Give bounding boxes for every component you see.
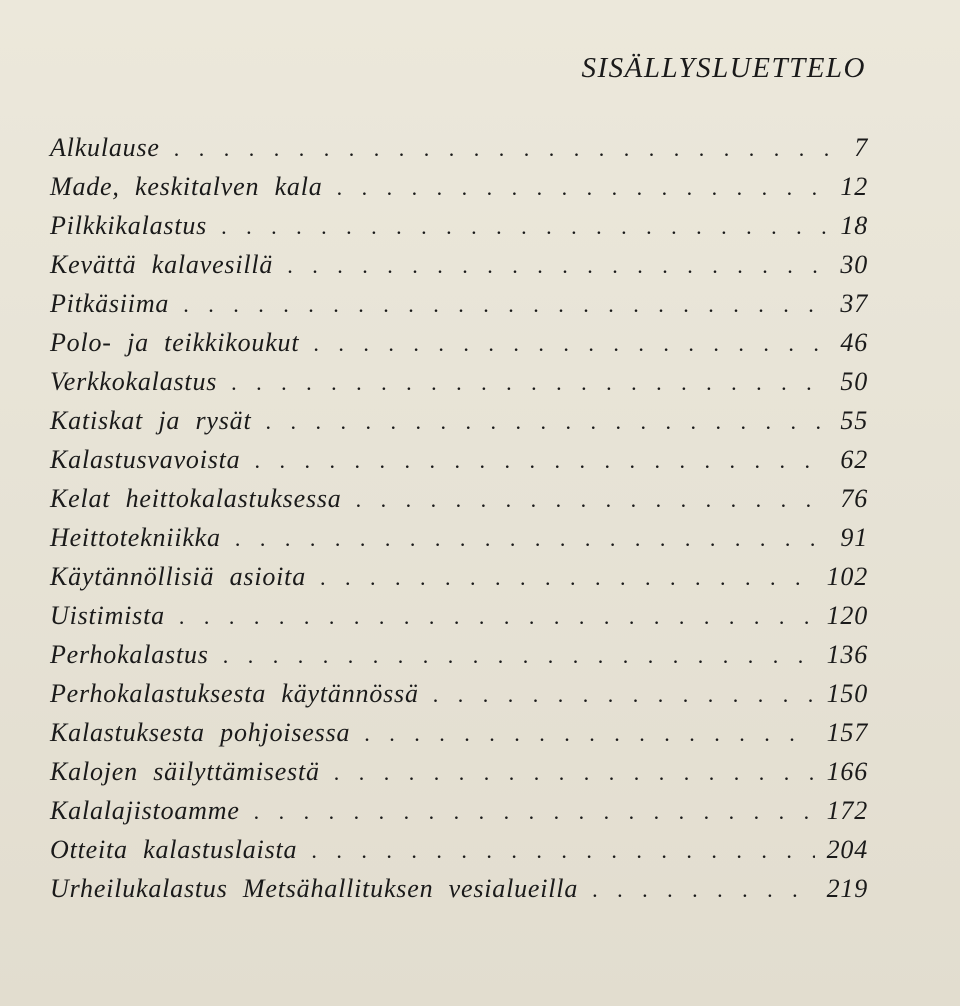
toc-entry[interactable] — [50, 518, 868, 557]
toc-entry-page: 50 — [840, 367, 868, 396]
toc-entry-title: Kalastusvavoista — [50, 445, 241, 474]
toc-entry[interactable] — [50, 635, 868, 674]
toc-entry-page: 204 — [826, 835, 868, 864]
toc-entry-page: 76 — [840, 484, 868, 513]
toc-entry-page: 18 — [840, 211, 868, 240]
toc-entry[interactable] — [50, 128, 868, 167]
toc-entry[interactable] — [50, 362, 868, 401]
toc-entry-page: 30 — [840, 250, 868, 279]
dot-leader — [266, 402, 829, 441]
toc-entry-title: Kalalajistoamme — [50, 796, 240, 825]
dot-leader — [235, 519, 829, 558]
toc-entry[interactable] — [50, 830, 868, 869]
dot-leader — [320, 558, 815, 597]
toc-entry-page: 157 — [826, 718, 868, 747]
toc-entry[interactable] — [50, 284, 868, 323]
toc-entry-page: 62 — [840, 445, 868, 474]
dot-leader — [223, 636, 815, 675]
toc-entry-page: 219 — [826, 874, 868, 903]
toc-entry-title: Heittotekniikka — [50, 523, 221, 552]
toc-entry-page: 46 — [840, 328, 868, 357]
dot-leader — [356, 480, 829, 519]
toc-entry-title: Pilkkikalastus — [50, 211, 208, 240]
toc-entry-title: Polo- ja teikkikoukut — [50, 328, 300, 357]
toc-entry[interactable] — [50, 245, 868, 284]
dot-leader — [334, 753, 815, 792]
toc-entry-title: Uistimista — [50, 601, 165, 630]
toc-entry-page: 12 — [840, 172, 868, 201]
dot-leader — [254, 792, 815, 831]
page-title: SISÄLLYSLUETTELO — [581, 52, 866, 84]
toc-entry-title: Urheilukalastus Metsähallituksen vesialueilla — [50, 874, 579, 903]
toc-entry-title: Alkulause — [50, 133, 160, 162]
toc-entry[interactable] — [50, 401, 868, 440]
toc-entry-title: Kevättä kalavesillä — [50, 250, 274, 279]
toc-entry[interactable] — [50, 791, 868, 830]
toc-entry[interactable] — [50, 869, 868, 908]
toc-entry[interactable] — [50, 752, 868, 791]
toc-entry-page: 37 — [840, 289, 868, 318]
toc-entry-page: 91 — [840, 523, 868, 552]
toc-entry[interactable] — [50, 323, 868, 362]
toc-entry-title: Kelat heittokalastuksessa — [50, 484, 342, 513]
dot-leader — [433, 675, 815, 714]
toc-entry-page: 55 — [840, 406, 868, 435]
toc-entry-title: Käytännöllisiä asioita — [50, 562, 307, 591]
dot-leader — [313, 324, 828, 363]
toc-entry-page: 7 — [854, 133, 868, 162]
toc-entry-page: 166 — [826, 757, 868, 786]
toc-entry-title: Kalojen säilyttämisestä — [50, 757, 320, 786]
toc-entry-title: Verkkokalastus — [50, 367, 218, 396]
toc-entry[interactable] — [50, 206, 868, 245]
toc-entry-title: Kalastuksesta pohjoisessa — [50, 718, 351, 747]
toc-entry-title: Pitkäsiima — [50, 289, 170, 318]
toc-entry-title: Perhokalastuksesta käytännössä — [50, 679, 419, 708]
dot-leader — [592, 870, 814, 909]
dot-leader — [179, 597, 815, 636]
toc-entry[interactable] — [50, 674, 868, 713]
toc-entry-page: 136 — [826, 640, 868, 669]
toc-entry-page: 150 — [826, 679, 868, 708]
toc-entry-title: Otteita kalastuslaista — [50, 835, 298, 864]
dot-leader — [311, 831, 814, 870]
toc-entry-title: Perhokalastus — [50, 640, 209, 669]
dot-leader — [287, 246, 828, 285]
toc-entry-title: Katiskat ja rysät — [50, 406, 252, 435]
toc-entry[interactable] — [50, 440, 868, 479]
toc-entry[interactable] — [50, 167, 868, 206]
dot-leader — [254, 441, 828, 480]
toc-entry[interactable] — [50, 713, 868, 752]
dot-leader — [231, 363, 828, 402]
toc-entry-page: 120 — [826, 601, 868, 630]
dot-leader — [337, 168, 829, 207]
toc-entry[interactable] — [50, 479, 868, 518]
dot-leader — [364, 714, 814, 753]
toc-entry-title: Made, keskitalven kala — [50, 172, 323, 201]
dot-leader — [221, 207, 828, 246]
toc-entry[interactable] — [50, 557, 868, 596]
toc-entry[interactable] — [50, 596, 868, 635]
toc-entry-page: 102 — [826, 562, 868, 591]
dot-leader — [183, 285, 828, 324]
dot-leader — [174, 129, 832, 168]
table-of-contents — [50, 128, 868, 908]
toc-entry-page: 172 — [826, 796, 868, 825]
